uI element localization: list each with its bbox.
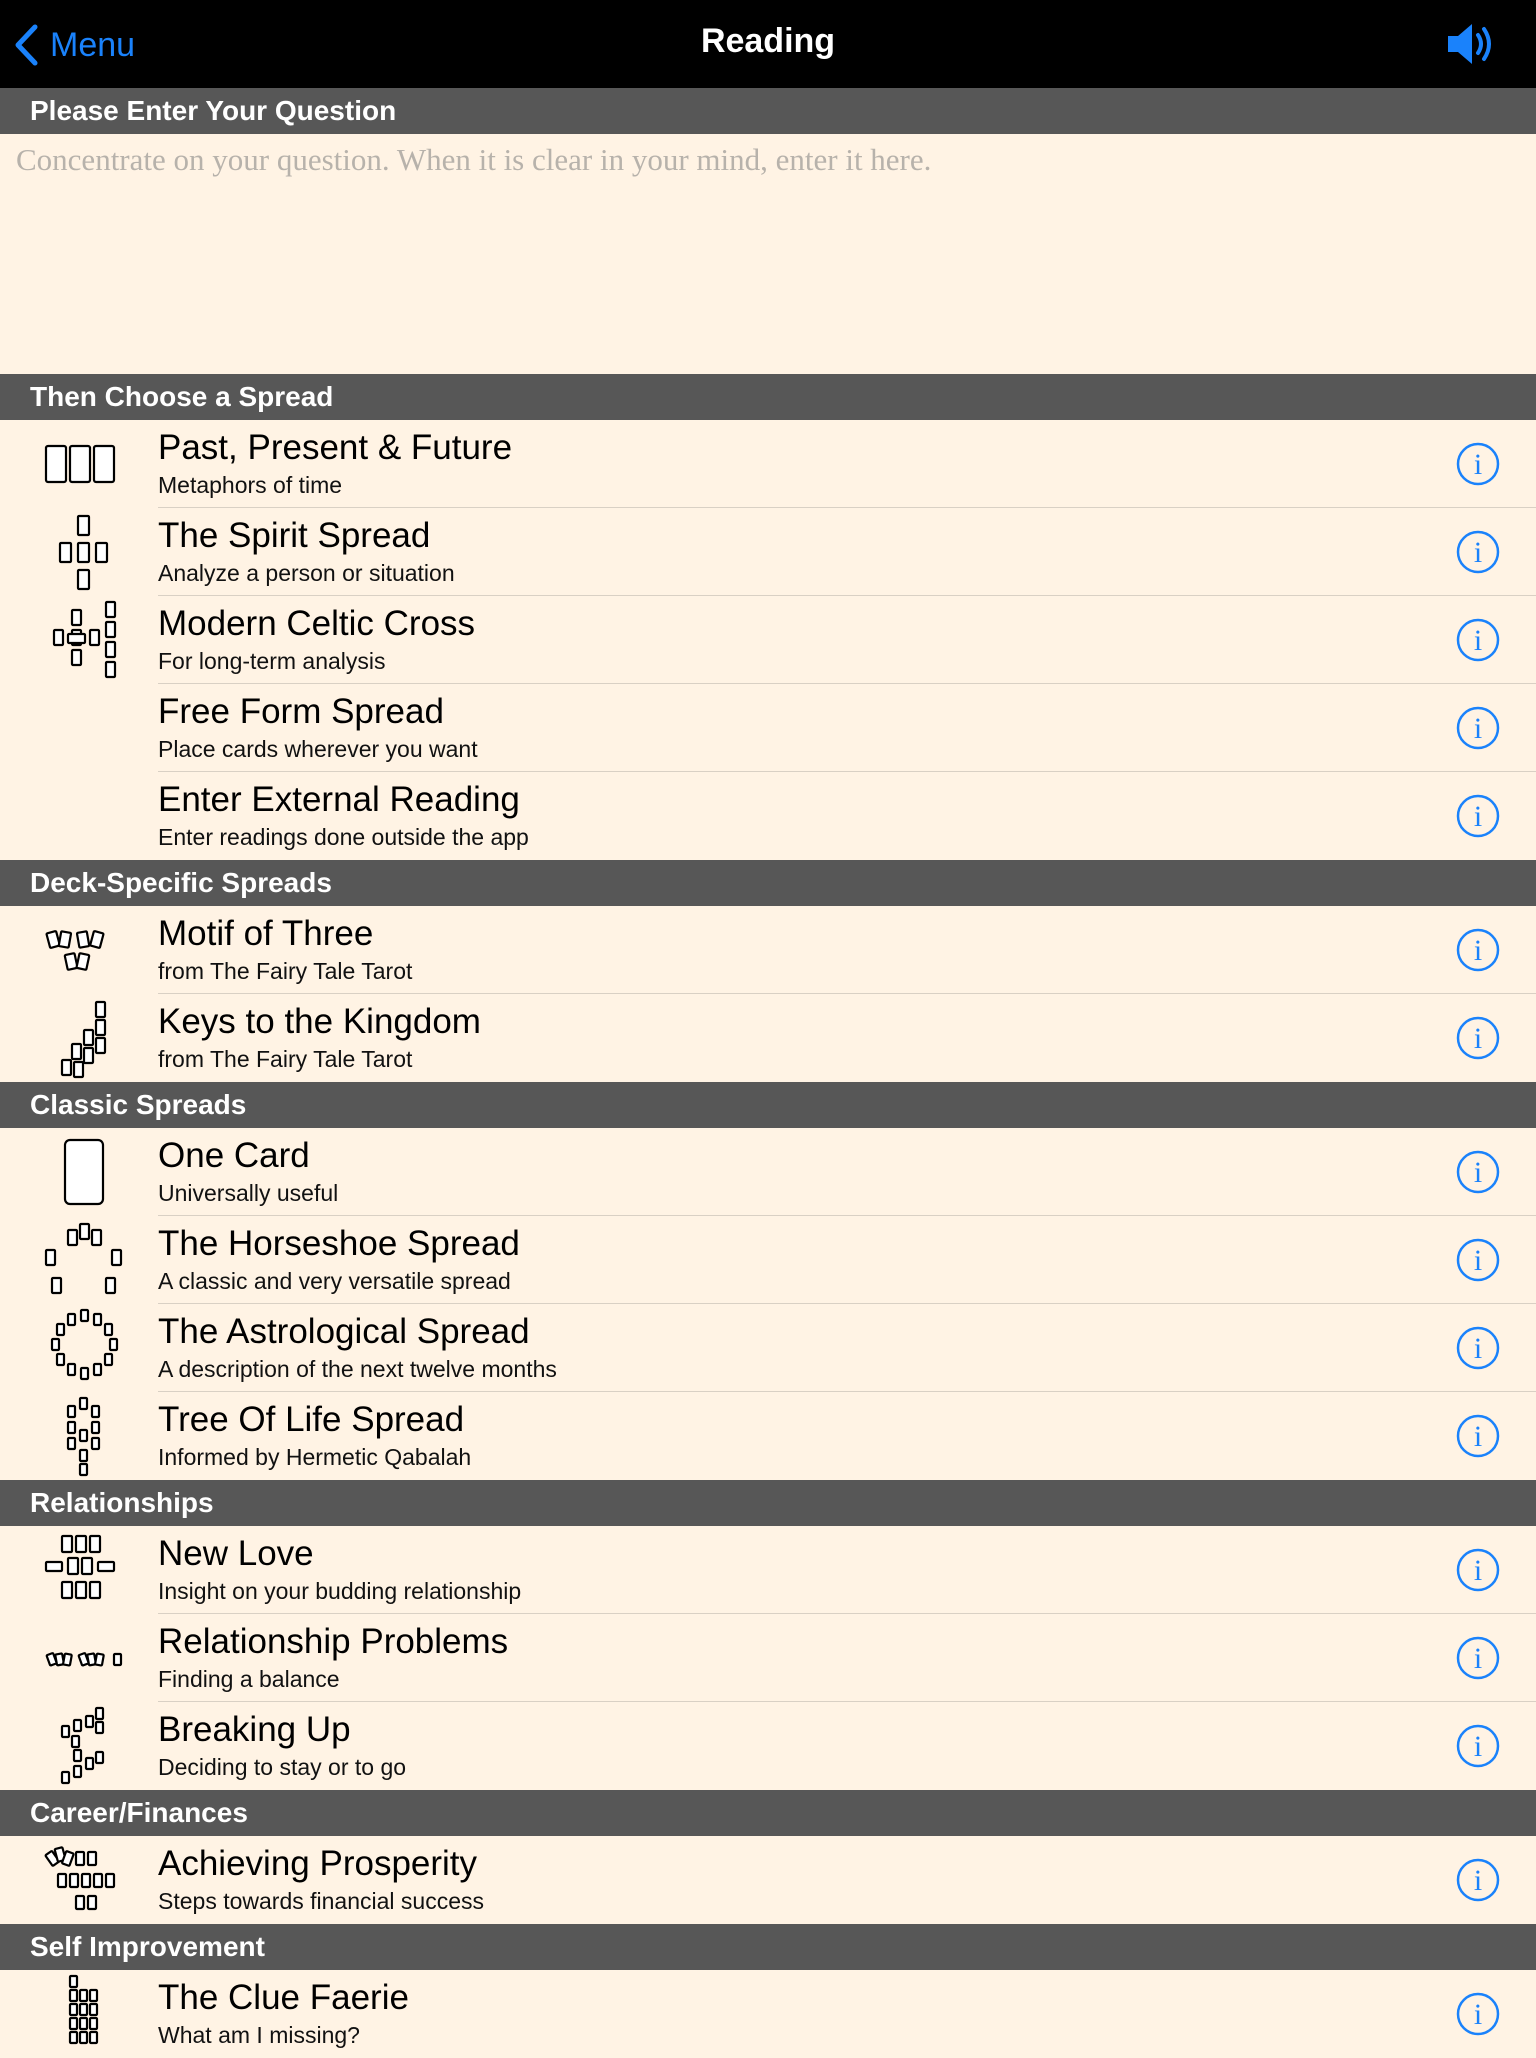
info-circle-icon[interactable] — [1455, 1547, 1501, 1593]
speaker-volume-icon[interactable] — [1446, 20, 1498, 68]
info-circle-icon[interactable] — [1455, 441, 1501, 487]
spread-subtitle: Informed by Hermetic Qabalah — [158, 1444, 472, 1470]
astrological-spread-icon — [30, 1306, 140, 1390]
spread-subtitle: Enter readings done outside the app — [158, 824, 529, 850]
horseshoe-spread-icon — [30, 1218, 140, 1302]
three-cards-spread-icon — [30, 422, 140, 506]
info-circle-icon[interactable] — [1455, 793, 1501, 839]
svg-text:i: i — [1473, 1864, 1483, 1897]
navigation-bar — [0, 0, 1536, 88]
section-header-career: Career/Finances — [0, 1790, 1536, 1836]
info-circle-icon[interactable] — [1455, 529, 1501, 575]
spirit-spread-icon — [30, 510, 140, 594]
spread-title: Keys to the Kingdom — [158, 1002, 481, 1041]
info-circle-icon[interactable] — [1455, 1413, 1501, 1459]
spread-title: The Astrological Spread — [158, 1312, 530, 1351]
info-circle-icon[interactable] — [1455, 1325, 1501, 1371]
svg-text:i: i — [1473, 1022, 1483, 1055]
svg-text:i: i — [1473, 1730, 1483, 1763]
info-circle-icon[interactable] — [1455, 1237, 1501, 1283]
section-header-choose: Then Choose a Spread — [0, 374, 1536, 420]
spread-subtitle: Insight on your budding relationship — [158, 1578, 522, 1604]
svg-text:i: i — [1473, 1554, 1483, 1587]
section-header-relationships: Relationships — [0, 1480, 1536, 1526]
spread-row-tree-of-life[interactable] — [0, 1392, 1536, 1480]
spread-subtitle: from The Fairy Tale Tarot — [158, 958, 413, 984]
spread-row-one-card[interactable] — [0, 1128, 1536, 1216]
page-title: Reading — [700, 22, 836, 60]
achieving-prosperity-spread-icon — [30, 1838, 140, 1922]
spread-title: Enter External Reading — [158, 780, 520, 819]
spread-row-astrological[interactable] — [0, 1304, 1536, 1392]
spread-row-breaking-up[interactable] — [0, 1702, 1536, 1790]
one-card-spread-icon — [30, 1130, 140, 1214]
spread-title: Achieving Prosperity — [158, 1844, 478, 1883]
spread-row-achieving-prosperity[interactable] — [0, 1836, 1536, 1924]
spread-title: Tree Of Life Spread — [158, 1400, 465, 1439]
spread-title: Relationship Problems — [158, 1622, 509, 1661]
spread-row-celtic-cross[interactable] — [0, 596, 1536, 684]
info-circle-icon[interactable] — [1455, 617, 1501, 663]
spread-row-new-love[interactable] — [0, 1526, 1536, 1614]
spread-subtitle: For long-term analysis — [158, 648, 386, 674]
spread-row-horseshoe[interactable] — [0, 1216, 1536, 1304]
spread-subtitle: Steps towards financial success — [158, 1888, 484, 1914]
spread-row-relationship-problems[interactable] — [0, 1614, 1536, 1702]
spread-subtitle: Deciding to stay or to go — [158, 1754, 407, 1780]
clue-faerie-spread-icon — [30, 1972, 140, 2056]
svg-text:i: i — [1473, 1332, 1483, 1365]
spread-subtitle: from The Fairy Tale Tarot — [158, 1046, 413, 1072]
spread-title: Free Form Spread — [158, 692, 444, 731]
question-input[interactable]: Concentrate on your question. When it is clear in your mind, enter it here. — [0, 134, 1536, 374]
spread-subtitle: A description of the next twelve months — [158, 1356, 557, 1382]
svg-text:i: i — [1473, 712, 1483, 745]
spread-subtitle: Metaphors of time — [158, 472, 343, 498]
info-circle-icon[interactable] — [1455, 927, 1501, 973]
spread-subtitle: Universally useful — [158, 1180, 339, 1206]
svg-text:i: i — [1473, 1642, 1483, 1675]
spread-title: One Card — [158, 1136, 310, 1175]
spread-title: The Horseshoe Spread — [158, 1224, 520, 1263]
svg-text:i: i — [1473, 1156, 1483, 1189]
tree-of-life-spread-icon — [30, 1394, 140, 1478]
spread-title: New Love — [158, 1534, 314, 1573]
spread-title: Modern Celtic Cross — [158, 604, 476, 643]
svg-text:i: i — [1473, 800, 1483, 833]
info-circle-icon[interactable] — [1455, 1991, 1501, 2037]
info-circle-icon[interactable] — [1455, 1723, 1501, 1769]
info-circle-icon[interactable] — [1455, 1857, 1501, 1903]
spread-subtitle: A classic and very versatile spread — [158, 1268, 511, 1294]
section-header-question: Please Enter Your Question — [0, 88, 1536, 134]
spread-subtitle: Analyze a person or situation — [158, 560, 455, 586]
spread-subtitle: Place cards wherever you want — [158, 736, 478, 762]
spread-title: Past, Present & Future — [158, 428, 513, 467]
celtic-cross-spread-icon — [30, 598, 140, 682]
spread-subtitle: What am I missing? — [158, 2022, 360, 2048]
section-header-classic: Classic Spreads — [0, 1082, 1536, 1128]
keys-to-kingdom-spread-icon — [30, 996, 140, 1080]
svg-text:i: i — [1473, 536, 1483, 569]
info-circle-icon[interactable] — [1455, 1149, 1501, 1195]
spread-row-clue-faerie[interactable] — [0, 1970, 1536, 2058]
spread-title: The Clue Faerie — [158, 1978, 409, 2017]
spread-row-keys-to-kingdom[interactable] — [0, 994, 1536, 1082]
spread-title: Motif of Three — [158, 914, 374, 953]
info-circle-icon[interactable] — [1455, 1635, 1501, 1681]
info-circle-icon[interactable] — [1455, 1015, 1501, 1061]
relationship-problems-spread-icon — [30, 1616, 140, 1700]
section-header-deck-specific: Deck-Specific Spreads — [0, 860, 1536, 906]
motif-of-three-spread-icon — [30, 908, 140, 992]
svg-text:i: i — [1473, 624, 1483, 657]
svg-text:i: i — [1473, 448, 1483, 481]
spread-title: The Spirit Spread — [158, 516, 431, 555]
spread-row-past-present-future[interactable] — [0, 420, 1536, 508]
breaking-up-spread-icon — [30, 1704, 140, 1788]
new-love-spread-icon — [30, 1528, 140, 1612]
svg-text:i: i — [1473, 1244, 1483, 1277]
svg-text:i: i — [1473, 1998, 1483, 2031]
spread-row-external-reading[interactable] — [0, 772, 1536, 860]
spread-row-motif-of-three[interactable] — [0, 906, 1536, 994]
spread-row-free-form[interactable] — [0, 684, 1536, 772]
spread-row-spirit[interactable] — [0, 508, 1536, 596]
section-header-self-improvement: Self Improvement — [0, 1924, 1536, 1970]
spread-title: Breaking Up — [158, 1710, 351, 1749]
spread-subtitle: Finding a balance — [158, 1666, 340, 1692]
back-button-label: Menu — [50, 25, 136, 64]
info-circle-icon[interactable] — [1455, 705, 1501, 751]
svg-text:i: i — [1473, 934, 1483, 967]
svg-text:i: i — [1473, 1420, 1483, 1453]
